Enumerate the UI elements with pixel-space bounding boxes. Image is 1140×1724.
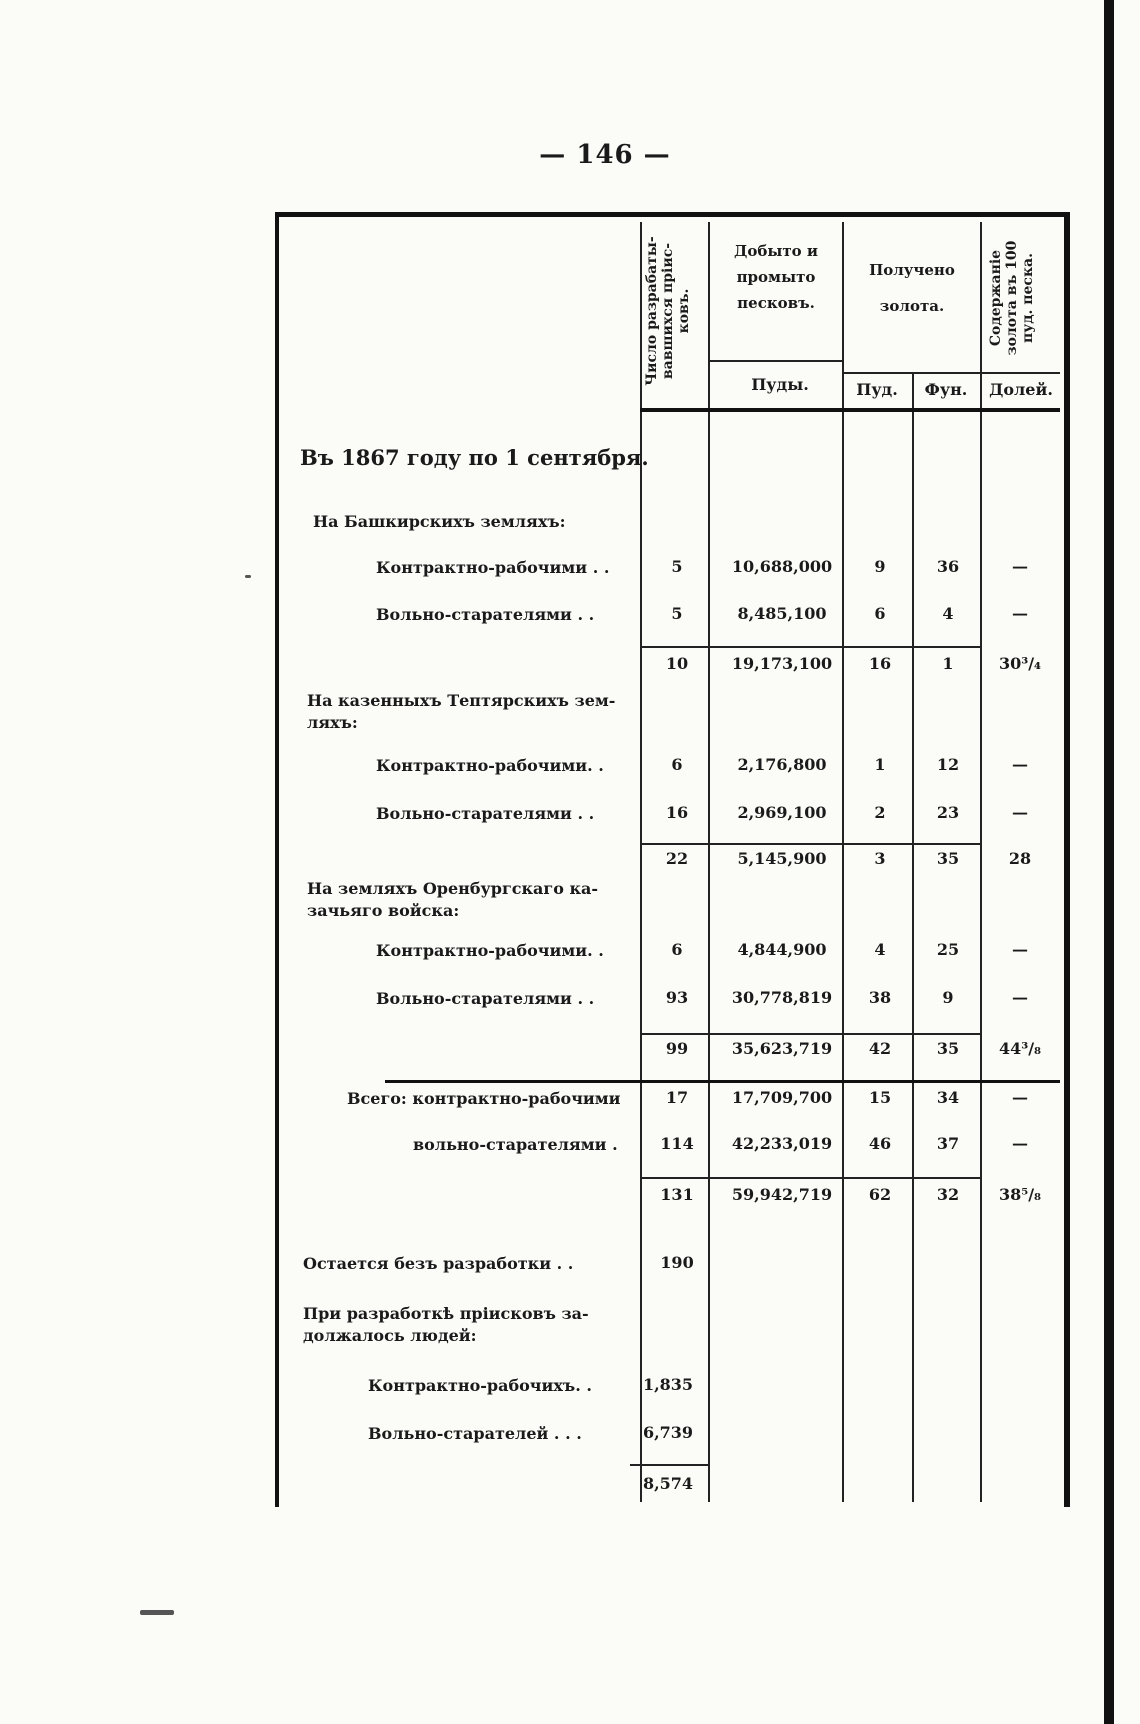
cell-content: — <box>1012 988 1028 1007</box>
cell-fun: 4 <box>942 604 954 623</box>
total-rule <box>385 1080 1060 1083</box>
cell-content: 38⁵/₈ <box>998 1185 1042 1204</box>
cell-fun: 32 <box>936 1185 960 1204</box>
page-number: — 146 — <box>539 140 671 170</box>
cell-content: 44³/₈ <box>998 1039 1042 1058</box>
people-row-label: Контрактно-рабочихъ. . <box>368 1376 592 1395</box>
cell-fun: 34 <box>936 1088 960 1107</box>
header-bottom-rule <box>640 408 1060 412</box>
cell-content: — <box>1012 940 1028 959</box>
cell-pud: 46 <box>868 1134 892 1153</box>
unit-content: Долей. <box>989 380 1053 399</box>
cell-pud: 9 <box>874 557 886 576</box>
people-label: При разработкѣ пріисковъ за-должалось людей: <box>303 1304 589 1345</box>
cell-sands: 19,173,100 <box>731 654 833 673</box>
people-total-value: 8,574 <box>642 1474 694 1493</box>
cell-pud: 4 <box>874 940 886 959</box>
subtotal-rule <box>640 646 980 648</box>
ink-speck <box>140 1610 174 1615</box>
people-row-value: 6,739 <box>642 1423 694 1442</box>
row-label: Контрактно-рабочими. . <box>376 941 604 960</box>
cell-sands: 2,176,800 <box>737 755 827 774</box>
remaining-label: Остается безъ разработки . . <box>303 1254 574 1273</box>
row-label: Всего: контрактно-рабочими <box>347 1089 621 1108</box>
cell-count: 16 <box>665 803 689 822</box>
cell-sands: 8,485,100 <box>737 604 827 623</box>
cell-count: 93 <box>665 988 689 1007</box>
section-label-teptyar: На казенныхъ Тептярскихъ зем-ляхъ: <box>307 691 616 732</box>
row-label: Вольно-старателями . . <box>376 989 595 1008</box>
subtotal-rule <box>640 843 980 845</box>
row-label: Контрактно-рабочими . . <box>376 558 610 577</box>
header-rule <box>980 372 1060 374</box>
page-edge-shadow <box>1104 0 1114 1724</box>
cell-pud: 3 <box>874 849 886 868</box>
cell-content: — <box>1012 1088 1028 1107</box>
cell-pud: 1 <box>874 755 886 774</box>
cell-fun: 25 <box>936 940 960 959</box>
section-label-bashkir: На Башкирскихъ земляхъ: <box>313 512 566 531</box>
cell-count: 131 <box>660 1185 694 1204</box>
cell-sands: 17,709,700 <box>731 1088 833 1107</box>
cell-pud: 42 <box>868 1039 892 1058</box>
cell-pud: 6 <box>874 604 886 623</box>
cell-count: 5 <box>671 557 683 576</box>
cell-sands: 10,688,000 <box>731 557 833 576</box>
header-content-col: Содержаніе золота въ 100 пуд. песка. <box>988 240 1036 356</box>
cell-content: — <box>1012 557 1028 576</box>
cell-fun: 12 <box>936 755 960 774</box>
cell-fun: 35 <box>936 1039 960 1058</box>
row-label: Вольно-старателями . . <box>376 804 595 823</box>
cell-fun: 1 <box>942 654 954 673</box>
cell-sands: 35,623,719 <box>731 1039 833 1058</box>
ink-speck <box>245 575 251 578</box>
cell-count: 10 <box>665 654 689 673</box>
section-label-orenburg: На земляхъ Оренбургскаго ка-зачьяго войска: <box>307 879 599 920</box>
cell-pud: 62 <box>868 1185 892 1204</box>
header-rule <box>708 360 842 362</box>
cell-fun: 36 <box>936 557 960 576</box>
year-heading: Въ 1867 году по 1 сентября. <box>300 445 649 470</box>
people-row-value: 1,835 <box>642 1375 694 1394</box>
unit-gold-fun: Фун. <box>924 380 968 399</box>
unit-sands: Пуды. <box>751 375 809 394</box>
cell-fun: 23 <box>936 803 960 822</box>
unit-gold-pud: Пуд. <box>856 380 898 399</box>
cell-count: 17 <box>665 1088 689 1107</box>
cell-count: 99 <box>665 1039 689 1058</box>
people-row-label: Вольно-старателей . . . <box>368 1424 582 1443</box>
cell-pud: 16 <box>868 654 892 673</box>
subtotal-rule <box>640 1177 980 1179</box>
cell-count: 114 <box>660 1134 694 1153</box>
cell-pud: 15 <box>868 1088 892 1107</box>
cell-count: 22 <box>665 849 689 868</box>
row-label: вольно-старателями . <box>413 1135 618 1154</box>
cell-content: 28 <box>1008 849 1032 868</box>
cell-sands: 30,778,819 <box>731 988 833 1007</box>
cell-content: — <box>1012 755 1028 774</box>
cell-content: 30³/₄ <box>998 654 1042 673</box>
subtotal-rule <box>640 1033 980 1035</box>
header-gold-col: Получено золота. <box>869 261 955 315</box>
cell-pud: 38 <box>868 988 892 1007</box>
cell-count: 6 <box>671 940 683 959</box>
people-total-rule <box>630 1464 708 1466</box>
cell-content: — <box>1012 1134 1028 1153</box>
col-rule <box>980 222 982 1502</box>
cell-fun: 37 <box>936 1134 960 1153</box>
cell-count: 6 <box>671 755 683 774</box>
cell-sands: 5,145,900 <box>737 849 827 868</box>
row-label: Вольно-старателями . . <box>376 605 595 624</box>
remaining-value: 190 <box>660 1253 694 1272</box>
header-sands-col: Добыто и промыто песковъ. <box>733 242 819 312</box>
cell-content: — <box>1012 604 1028 623</box>
cell-count: 5 <box>671 604 683 623</box>
header-count-col: Число разрабаты-вавшихся пріис-ковъ. <box>644 236 692 386</box>
cell-fun: 35 <box>936 849 960 868</box>
header-rule <box>842 372 980 374</box>
cell-fun: 9 <box>942 988 954 1007</box>
cell-sands: 4,844,900 <box>737 940 827 959</box>
col-rule <box>912 372 914 1502</box>
cell-sands: 59,942,719 <box>731 1185 833 1204</box>
cell-content: — <box>1012 803 1028 822</box>
row-label: Контрактно-рабочими. . <box>376 756 604 775</box>
cell-sands: 2,969,100 <box>737 803 827 822</box>
cell-sands: 42,233,019 <box>731 1134 833 1153</box>
cell-pud: 2 <box>874 803 886 822</box>
